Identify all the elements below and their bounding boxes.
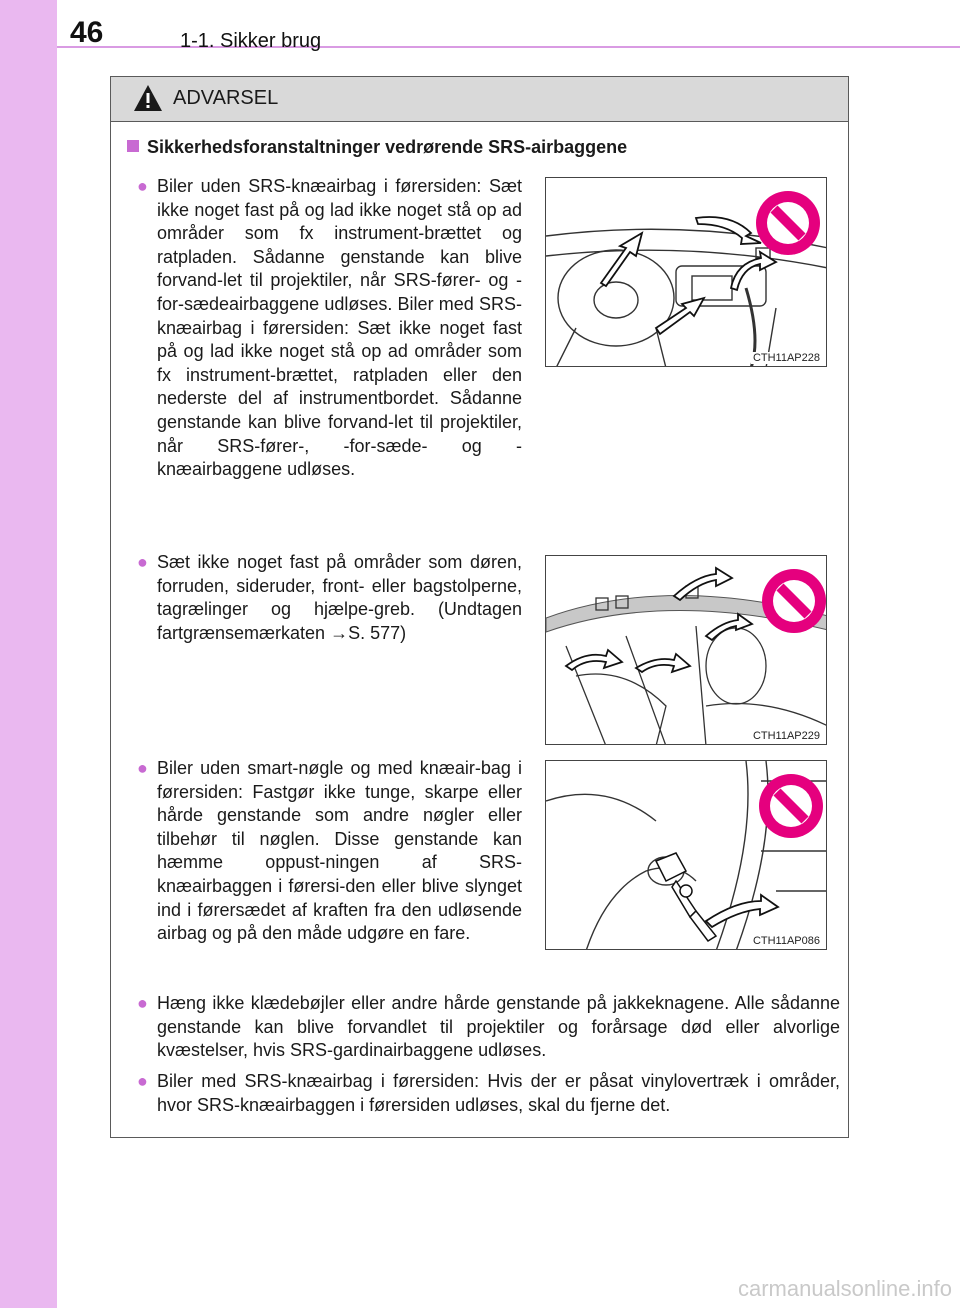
section-title: 1-1. Sikker brug (180, 30, 322, 52)
figure-code: CTH11AP228 (752, 352, 820, 364)
warning-item-1 (137, 175, 522, 482)
warning-item-5 (137, 1070, 840, 1117)
warning-item-text: Biler med SRS-knæairbag i førersiden: Hvis der er påsat vinylovertræk i områder, hvor SRS-knæairbaggen i førersiden udløses, skal du fjerne det. (157, 1071, 840, 1115)
warning-box (110, 76, 849, 1138)
bullet-dot-icon: ● (137, 176, 148, 196)
warning-triangle-icon (133, 83, 163, 113)
bullet-dot-icon: ● (137, 552, 148, 572)
warning-title: ADVARSEL (173, 87, 279, 109)
bullet-dot-icon: ● (137, 758, 148, 778)
watermark: carmanualsonline.info (737, 1276, 952, 1301)
warning-heading-text: Sikkerhedsforanstaltninger vedrørende SRS-airbaggene (147, 137, 628, 157)
figure-code: CTH11AP229 (752, 730, 820, 742)
warning-item-4 (137, 992, 840, 1063)
warning-header (111, 77, 848, 122)
figure-dashboard-prohibited-objects (545, 177, 827, 367)
warning-item-text: Sæt ikke noget fast på områder som døren, forruden, sideruder, front- eller bagstolperne, tagrælinger og hjælpe-greb. (Undtagen fartgrænsemærkaten →S. 577) (157, 552, 522, 643)
warning-item-text: Biler uden smart-nøgle og med knæair-bag i førersiden: Fastgør ikke tunge, skarpe eller hårde genstande som andre nøgler eller tilbehør til nøglen. Disse genstande kan hæmme oppust-ningen af SRS-knæairbaggen i førersi-den eller blive slynget ind i førersædet af kraften fra den udløsende airbag og på den måde udgøre en fare. (157, 758, 522, 944)
square-bullet-icon (127, 140, 139, 152)
figure-code: CTH11AP086 (752, 935, 820, 947)
bullet-dot-icon: ● (137, 1071, 148, 1091)
side-tab-strip (0, 0, 57, 1308)
warning-item-3 (137, 757, 522, 946)
warning-item-text: Biler uden SRS-knæairbag i førersiden: Sæt ikke noget fast på og lad ikke noget stå op ad områder som fx instrument-brættet og ratpladen. Sådanne genstande kan blive forvand-let til projektiler, når SRS-fører- og -for-sædeairbaggene udløses. Biler med SRS-knæairbag i førersiden: Sæt ikke noget fast på og lad ikke noget stå op ad områder som fx instrument-brættet, ratpladen eller den nederste del af instrumentbordet. Sådanne genstande kan blive forvand-let til projektiler, når SRS-fører-, -for-sæde- og -knæairbaggene udløses. (157, 176, 522, 480)
cabin-illustration (546, 556, 827, 745)
figure-cabin-prohibited-objects (545, 555, 827, 745)
dashboard-illustration (546, 178, 827, 367)
warning-item-text: Hæng ikke klædebøjler eller andre hårde genstande på jakkeknagene. Alle sådanne genstande kan blive forvandlet til projektiler og forårsage død eller alvorlige kvæstelser, hvis SRS-gardinairbaggene udløses. (157, 993, 840, 1061)
ignition-key-illustration (546, 761, 827, 950)
bullet-dot-icon: ● (137, 993, 148, 1013)
warning-item-2 (137, 551, 522, 645)
figure-key-prohibited-accessories (545, 760, 827, 950)
warning-heading (127, 137, 627, 158)
page-number: 46 (70, 16, 104, 49)
